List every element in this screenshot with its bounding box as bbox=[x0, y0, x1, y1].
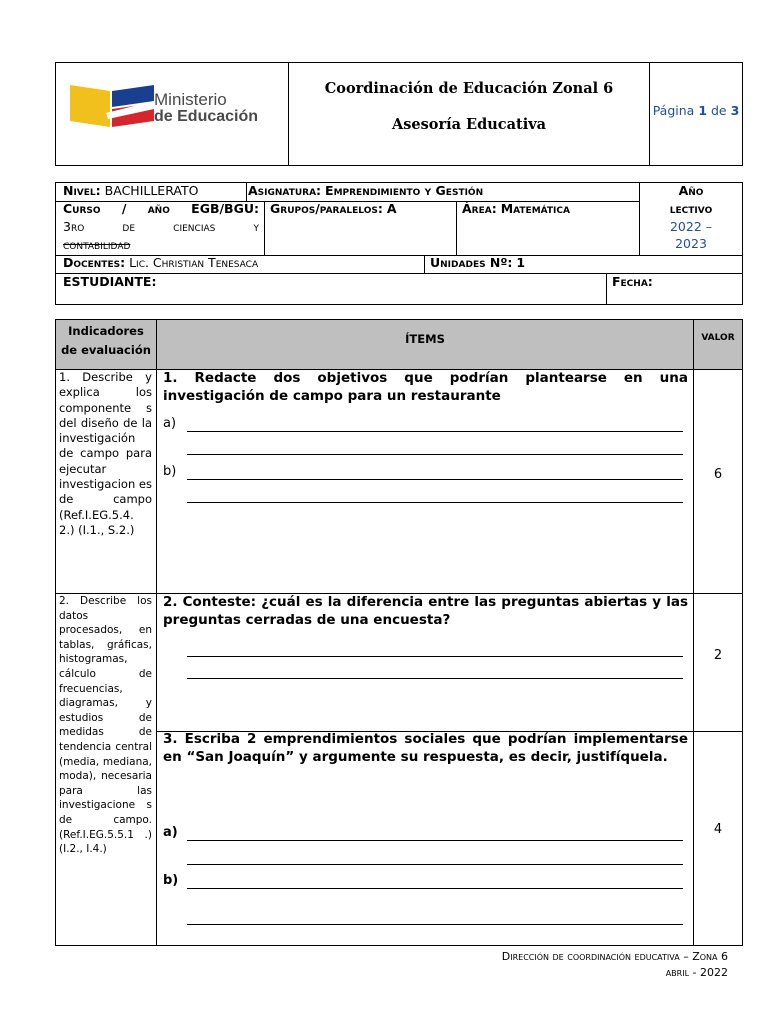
curso-label: Curso / año EGB/BGU: bbox=[63, 201, 259, 216]
footer-line2: abril - 2022 bbox=[665, 966, 728, 979]
evaluation-table bbox=[55, 319, 743, 946]
fecha-label: Fecha: bbox=[612, 274, 653, 289]
anio-value: 2022 – bbox=[669, 219, 713, 234]
estudiante-label: ESTUDIANTE: bbox=[63, 274, 157, 289]
unidades-field: Unidades Nº: 1 bbox=[430, 255, 526, 270]
document-header bbox=[55, 62, 743, 166]
ministry-logo bbox=[68, 83, 278, 133]
header-items: ÍTEMS bbox=[405, 332, 445, 346]
header-title: Coordinación de Educación Zonal 6 bbox=[324, 80, 614, 97]
anio-value: 2023 bbox=[675, 236, 707, 251]
indicator-2: 2. Describe los datos procesados, en tablas, gráficas, histogramas, cálculo de frecuencias, diagramas, y estudios de medidas de tendencia central (media, mediana, moda), necesaria para las investigacione s de campo. (Ref.I.EG.5.5.1 .) (I.2., I.4.) bbox=[59, 595, 152, 856]
logo-text-ministerio: Ministerio bbox=[154, 90, 227, 109]
value-1: 6 bbox=[713, 467, 723, 482]
header-subtitle: Asesoría Educativa bbox=[391, 116, 547, 133]
header-indicadores: Indicadores de evaluación bbox=[61, 324, 151, 357]
ministry-logo-mark bbox=[68, 83, 156, 129]
answer-line bbox=[187, 888, 683, 889]
answer-line bbox=[187, 864, 683, 865]
answer-label-a: a) bbox=[163, 825, 178, 840]
indicator-1: 1. Describe y explica los componente s del diseño de la investigación de campo para ejecutar investigacion es de campo (Ref.I.EG.5.4. 2.) (I.1., S.2.) bbox=[59, 370, 152, 537]
footer-line1: Dirección de coordinación educativa – Zona 6 bbox=[501, 950, 728, 963]
docentes-field: Docentes: Lic. Christian Tenesaca bbox=[63, 255, 259, 270]
grupos-field: Grupos/paralelos: A bbox=[270, 201, 397, 216]
answer-line bbox=[187, 431, 683, 432]
answer-label-a: a) bbox=[163, 416, 177, 431]
answer-label-b: b) bbox=[163, 873, 179, 888]
header-valor: VALOR bbox=[701, 333, 735, 343]
page-number: Página 1 de 3 bbox=[652, 103, 740, 118]
answer-line bbox=[187, 479, 683, 480]
answer-label-b: b) bbox=[163, 464, 177, 479]
info-box bbox=[55, 182, 743, 305]
curso-value-2: contabilidad bbox=[63, 237, 131, 252]
answer-line bbox=[187, 924, 683, 925]
header-divider bbox=[288, 63, 289, 165]
answer-line bbox=[187, 656, 683, 657]
question-2: 2. Conteste: ¿cuál es la diferencia entre las preguntas abiertas y las preguntas cerradas de una encuesta? bbox=[163, 594, 688, 628]
nivel-field: Nivel: BACHILLERATO bbox=[63, 183, 199, 198]
question-1: 1. Redacte dos objetivos que podrían plantearse en una investigación de campo para un restaurante bbox=[163, 370, 688, 404]
answer-line bbox=[187, 454, 683, 455]
asignatura-field: Asignatura: Emprendimiento y Gestión bbox=[248, 183, 484, 198]
curso-value: 3ro de ciencias y bbox=[63, 219, 259, 234]
question-3: 3. Escriba 2 emprendimientos sociales que podrían implementarse en “San Joaquín” y argumente su respuesta, es decir, justifíquela. bbox=[163, 731, 688, 765]
area-field: Área: Matemática bbox=[462, 201, 570, 216]
answer-line bbox=[187, 502, 683, 503]
value-3: 4 bbox=[713, 822, 723, 837]
logo-text-educacion: de Educación bbox=[154, 108, 259, 125]
answer-line bbox=[187, 678, 683, 679]
value-2: 2 bbox=[713, 648, 723, 663]
lectivo-label: lectivo bbox=[669, 201, 713, 216]
anio-label: Año bbox=[678, 183, 704, 198]
answer-line bbox=[187, 840, 683, 841]
